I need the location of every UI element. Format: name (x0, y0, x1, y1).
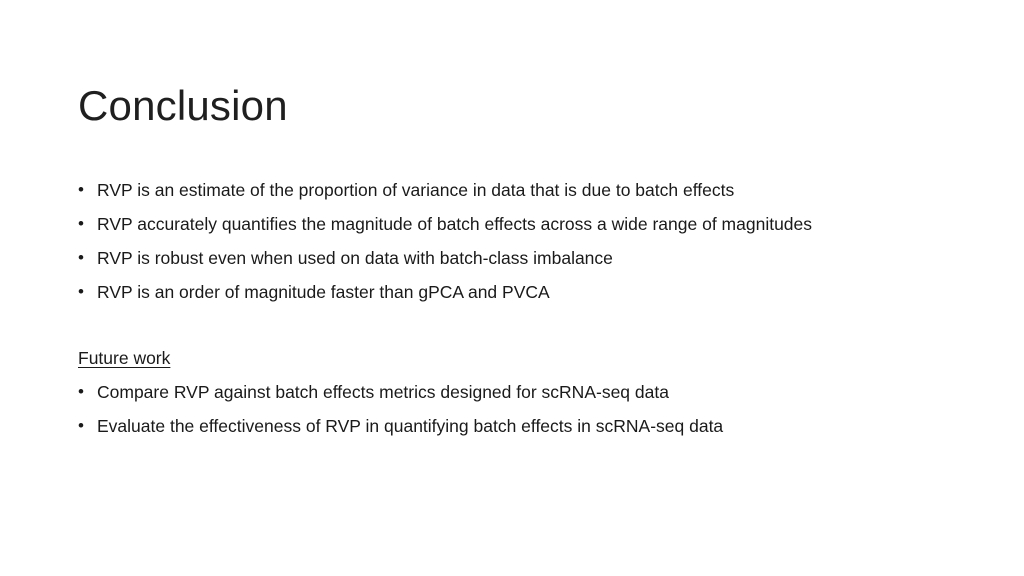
bullet-text: Compare RVP against batch effects metrics designed for scRNA-seq data (97, 382, 669, 402)
bullet-item (78, 275, 978, 309)
bullet-item (78, 207, 978, 241)
bullet-glyph: • (78, 382, 84, 401)
bullet-item (78, 409, 978, 443)
future-work-heading: Future work (78, 348, 171, 368)
bullet-glyph: • (78, 416, 84, 435)
bullet-item (78, 173, 978, 207)
bullet-item (78, 375, 978, 409)
bullet-item (78, 241, 978, 275)
bullet-text: RVP accurately quantifies the magnitude of batch effects across a wide range of magnitudes (97, 214, 813, 234)
bullet-text: RVP is an estimate of the proportion of variance in data that is due to batch effects (97, 180, 735, 200)
future-work-bullet-list (78, 375, 978, 443)
bullet-glyph: • (78, 282, 84, 301)
bullet-text: RVP is an order of magnitude faster than gPCA and PVCA (97, 282, 550, 302)
bullet-text: Evaluate the effectiveness of RVP in quantifying batch effects in scRNA-seq data (97, 416, 724, 436)
bullet-glyph: • (78, 248, 84, 267)
bullet-text: RVP is robust even when used on data with batch-class imbalance (97, 248, 613, 268)
bullet-glyph: • (78, 214, 84, 233)
slide-title: Conclusion (78, 82, 288, 129)
conclusion-bullet-list (78, 173, 978, 309)
bullet-glyph: • (78, 180, 84, 199)
